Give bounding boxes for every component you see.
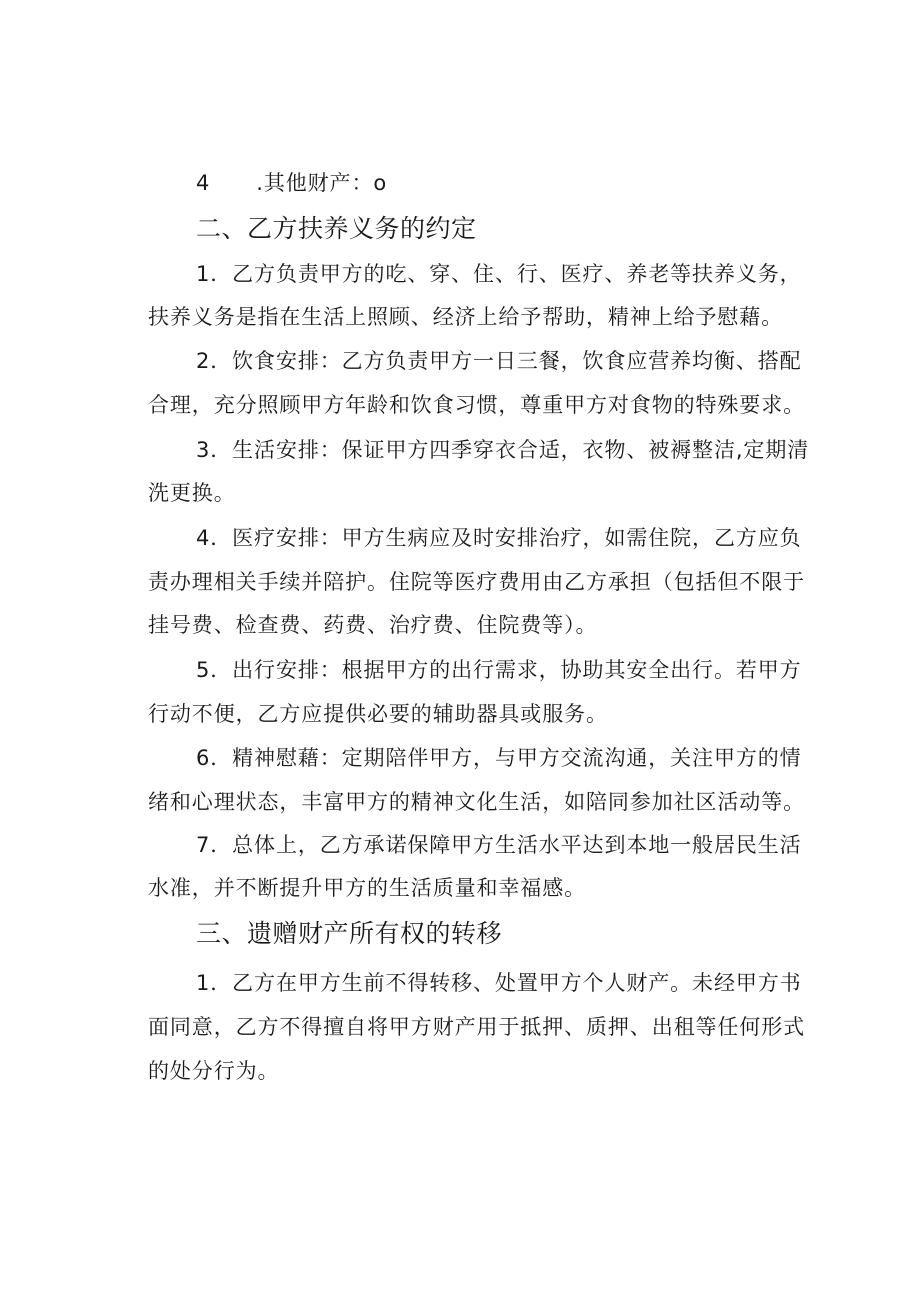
item-text: .其他财产：o [256, 171, 388, 195]
paragraph-line: 责办理相关手续并陪护。住院等医疗费用由乙方承担（包括但不限于 [148, 570, 805, 594]
item-4-other-property [196, 166, 800, 200]
paragraph-line: 的处分行为。 [148, 1059, 280, 1083]
paragraph-line: 2．饮食安排：乙方负责甲方一日三餐，饮食应营养均衡、搭配 [196, 349, 802, 373]
paragraph-line: 洗更换。 [148, 481, 236, 505]
paragraph-line: 行动不便，乙方应提供必要的辅助器具或服务。 [148, 702, 608, 726]
paragraph-line: 扶养义务是指在生活上照顾、经济上给予帮助，精神上给予慰藉。 [148, 305, 784, 329]
paragraph-line: 合理，充分照顾甲方年龄和饮食习惯，尊重甲方对食物的特殊要求。 [148, 393, 805, 417]
paragraph-line: 面同意，乙方不得擅自将甲方财产用于抵押、质押、出租等任何形式 [148, 1015, 805, 1039]
paragraph-line: 1．乙方在甲方生前不得转移、处置甲方个人财产。未经甲方书 [196, 971, 802, 995]
paragraph-line: 7．总体上，乙方承诺保障甲方生活水平达到本地一般居民生活 [196, 833, 802, 857]
paragraph-line: 水准，并不断提升甲方的生活质量和幸福感。 [148, 876, 586, 900]
paragraph-line: 6．精神慰藉：定期陪伴甲方，与甲方交流沟通，关注甲方的情 [196, 746, 802, 770]
paragraph-line: 绪和心理状态，丰富甲方的精神文化生活，如陪同参加社区活动等。 [148, 790, 805, 814]
paragraph-line: 3．生活安排：保证甲方四季穿衣合适，衣物、被褥整洁,定期清 [196, 438, 810, 462]
paragraph-line: 5．出行安排：根据甲方的出行需求，协助其安全出行。若甲方 [196, 658, 802, 682]
paragraph-line: 1．乙方负责甲方的吃、穿、住、行、医疗、养老等扶养义务， [196, 262, 802, 286]
item-number: 4 [196, 171, 211, 195]
section-heading-3: 三、遗赠财产所有权的转移 [196, 919, 503, 948]
paragraph-line: 挂号费、检查费、药费、治疗费、住院费等）。 [148, 613, 598, 637]
section-heading-2: 二、乙方扶养义务的约定 [196, 214, 477, 243]
paragraph-line: 4．医疗安排：甲方生病应及时安排治疗，如需住院，乙方应负 [196, 526, 802, 550]
